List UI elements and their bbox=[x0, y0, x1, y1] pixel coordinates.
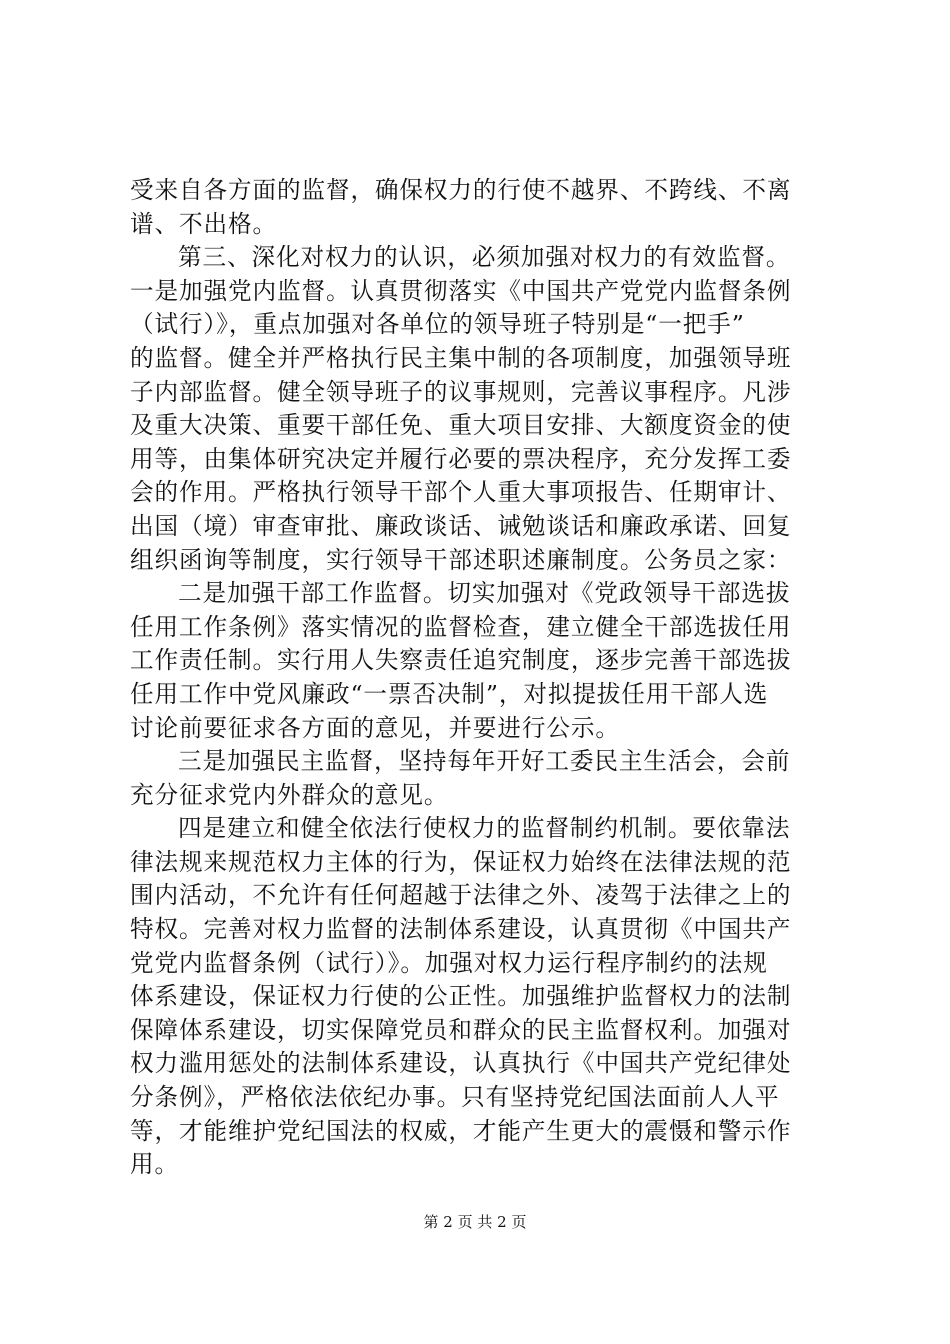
text-line: 分条例》，严格依法依纪办事。只有坚持党纪国法面前人人平 bbox=[130, 1083, 780, 1112]
text-line: 的监督。健全并严格执行民主集中制的各项制度，加强领导班 bbox=[130, 343, 792, 372]
text-line: 任用工作中党风廉政“一票否决制”，对拟提拔任用干部人选 bbox=[130, 679, 769, 708]
text-line: 工作责任制。实行用人失察责任追究制度，逐步完善干部选拔 bbox=[130, 646, 792, 675]
text-line: 受来自各方面的监督，确保权力的行使不越界、不跨线、不离 bbox=[130, 176, 792, 204]
text-line: 谱、不出格。 bbox=[130, 209, 277, 238]
text-line: 及重大决策、重要干部任免、重大项目安排、大额度资金的使 bbox=[130, 411, 792, 440]
text-line: 出国（境）审查审批、廉政谈话、诫勉谈话和廉政承诺、回复 bbox=[130, 511, 792, 540]
text-line: （试行）》，重点加强对各单位的领导班子特别是“一把手” bbox=[130, 310, 745, 339]
text-line: 二是加强干部工作监督。切实加强对《党政领导干部选拔 bbox=[178, 579, 791, 608]
page-footer: 第 2 页 共 2 页 bbox=[423, 1213, 527, 1231]
text-line: 讨论前要征求各方面的意见，并要进行公示。 bbox=[130, 713, 620, 742]
text-line: 律法规来规范权力主体的行为，保证权力始终在法律法规的范 bbox=[130, 847, 792, 876]
text-line: 体系建设，保证权力行使的公正性。加强维护监督权力的法制 bbox=[130, 982, 792, 1011]
text-line: 权力滥用惩处的法制体系建设，认真执行《中国共产党纪律处 bbox=[130, 1049, 792, 1078]
text-line: 子内部监督。健全领导班子的议事规则，完善议事程序。凡涉 bbox=[130, 377, 792, 406]
text-line: 四是建立和健全依法行使权力的监督制约机制。要依靠法 bbox=[178, 814, 791, 843]
text-line: 充分征求党内外群众的意见。 bbox=[130, 780, 449, 809]
text-line: 组织函询等制度，实行领导干部述职述廉制度。公务员之家： bbox=[130, 545, 792, 574]
text-line: 用。 bbox=[130, 1150, 179, 1179]
text-line: 等，才能维护党纪国法的权威，才能产生更大的震慑和警示作 bbox=[130, 1116, 792, 1145]
text-line: 三是加强民主监督，坚持每年开好工委民主生活会，会前 bbox=[178, 747, 791, 776]
text-line: 党党内监督条例（试行）》。加强对权力运行程序制约的法规 bbox=[130, 948, 768, 977]
text-line: 任用工作条例》落实情况的监督检查，建立健全干部选拔任用 bbox=[130, 612, 792, 641]
text-line: 第三、深化对权力的认识，必须加强对权力的有效监督。 bbox=[178, 243, 791, 272]
text-line: 会的作用。严格执行领导干部个人重大事项报告、任期审计、 bbox=[130, 478, 792, 507]
text-line: 特权。完善对权力监督的法制体系建设，认真贯彻《中国共产 bbox=[130, 915, 792, 944]
text-line: 围内活动，不允许有任何超越于法律之外、凌驾于法律之上的 bbox=[130, 881, 792, 910]
text-line: 一是加强党内监督。认真贯彻落实《中国共产党党内监督条例 bbox=[130, 276, 792, 305]
text-line: 用等，由集体研究决定并履行必要的票决程序，充分发挥工委 bbox=[130, 444, 792, 473]
text-line: 保障体系建设，切实保障党员和群众的民主监督权利。加强对 bbox=[130, 1015, 792, 1044]
document-body bbox=[130, 174, 830, 1182]
